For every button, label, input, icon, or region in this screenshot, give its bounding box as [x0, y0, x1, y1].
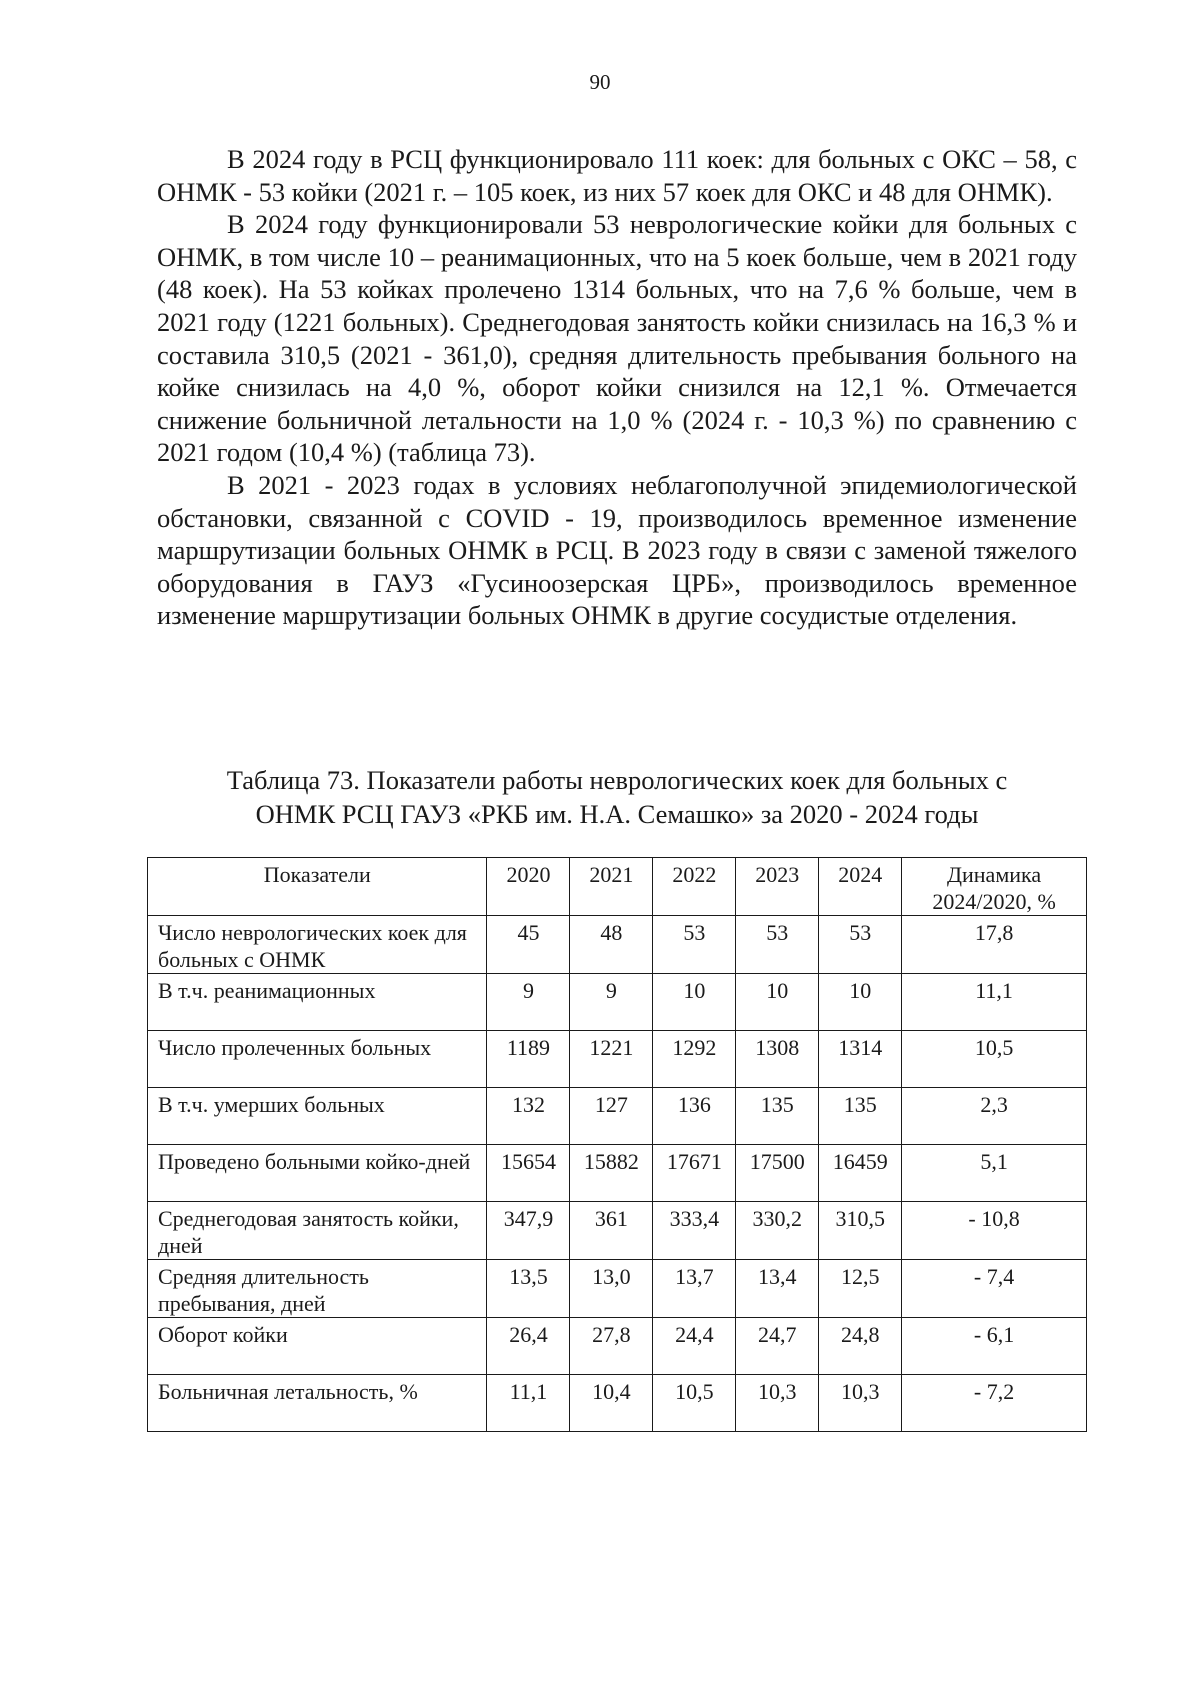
value-cell: 310,5 — [819, 1202, 902, 1260]
value-cell: 1292 — [653, 1031, 736, 1088]
value-cell: 11,1 — [487, 1375, 570, 1432]
value-cell: 330,2 — [736, 1202, 819, 1260]
table-row — [148, 1202, 1087, 1260]
dynamics-cell: 17,8 — [902, 916, 1087, 974]
table-header-row — [148, 858, 1087, 916]
header-dynamics-line: 2024/2020, % — [932, 889, 1056, 914]
row-label: Среднегодовая занятость койки, дней — [148, 1202, 487, 1260]
value-cell: 48 — [570, 916, 653, 974]
table-row — [148, 1031, 1087, 1088]
row-label: Проведено больными койко-дней — [148, 1145, 487, 1202]
header-year: 2021 — [570, 858, 653, 916]
value-cell: 1314 — [819, 1031, 902, 1088]
body-text — [157, 143, 1077, 632]
value-cell: 347,9 — [487, 1202, 570, 1260]
value-cell: 53 — [819, 916, 902, 974]
row-label: Число пролеченных больных — [148, 1031, 487, 1088]
header-indicator: Показатели — [148, 858, 487, 916]
value-cell: 9 — [487, 974, 570, 1031]
value-cell: 361 — [570, 1202, 653, 1260]
header-dynamics-line: Динамика — [947, 862, 1042, 887]
value-cell: 24,7 — [736, 1318, 819, 1375]
table-row — [148, 916, 1087, 974]
header-year: 2022 — [653, 858, 736, 916]
value-cell: 136 — [653, 1088, 736, 1145]
value-cell: 10 — [736, 974, 819, 1031]
value-cell: 9 — [570, 974, 653, 1031]
value-cell: 13,0 — [570, 1260, 653, 1318]
value-cell: 24,8 — [819, 1318, 902, 1375]
table-row — [148, 1260, 1087, 1318]
page-number: 90 — [589, 70, 611, 94]
table-caption-line: ОНМК РСЦ ГАУЗ «РКБ им. Н.А. Семашко» за 2020 - 2024 годы — [255, 799, 979, 829]
dynamics-cell: - 7,4 — [902, 1260, 1087, 1318]
paragraph: В 2021 - 2023 годах в условиях неблагополучной эпидемиологической обстановки, связанной с COVID - 19, производилось временное изменение маршрутизации больных ОНМК в РСЦ. В 2023 году в связи с заменой тяжелого оборудования в ГАУЗ «Гусиноозерская ЦРБ», производилось временное изменение маршрутизации больных ОНМК в другие сосудистые отделения. — [157, 469, 1077, 631]
value-cell: 10,4 — [570, 1375, 653, 1432]
value-cell: 15654 — [487, 1145, 570, 1202]
value-cell: 17671 — [653, 1145, 736, 1202]
paragraph: В 2024 году в РСЦ функционировало 111 коек: для больных с ОКС – 58, с ОНМК - 53 койки (2021 г. – 105 коек, из них 57 коек для ОКС и 48 для ОНМК). — [157, 144, 1077, 207]
table-caption-line: Таблица 73. Показатели работы неврологических коек для больных с — [226, 765, 1008, 795]
value-cell: 13,7 — [653, 1260, 736, 1318]
row-label: Средняя длительность пребывания, дней — [148, 1260, 487, 1318]
value-cell: 10,3 — [736, 1375, 819, 1432]
table-row — [148, 974, 1087, 1031]
table-caption — [157, 763, 1077, 831]
dynamics-cell: - 6,1 — [902, 1318, 1087, 1375]
row-label: Оборот койки — [148, 1318, 487, 1375]
data-table — [147, 857, 1087, 1432]
dynamics-cell: 5,1 — [902, 1145, 1087, 1202]
value-cell: 127 — [570, 1088, 653, 1145]
value-cell: 1308 — [736, 1031, 819, 1088]
value-cell: 132 — [487, 1088, 570, 1145]
table-row — [148, 1318, 1087, 1375]
value-cell: 53 — [653, 916, 736, 974]
header-year: 2024 — [819, 858, 902, 916]
value-cell: 12,5 — [819, 1260, 902, 1318]
value-cell: 26,4 — [487, 1318, 570, 1375]
value-cell: 135 — [736, 1088, 819, 1145]
value-cell: 10,3 — [819, 1375, 902, 1432]
header-dynamics — [902, 858, 1087, 916]
value-cell: 13,4 — [736, 1260, 819, 1318]
value-cell: 333,4 — [653, 1202, 736, 1260]
value-cell: 45 — [487, 916, 570, 974]
value-cell: 10 — [819, 974, 902, 1031]
dynamics-cell: - 7,2 — [902, 1375, 1087, 1432]
value-cell: 13,5 — [487, 1260, 570, 1318]
value-cell: 27,8 — [570, 1318, 653, 1375]
value-cell: 1221 — [570, 1031, 653, 1088]
value-cell: 24,4 — [653, 1318, 736, 1375]
row-label: В т.ч. умерших больных — [148, 1088, 487, 1145]
table-row — [148, 1375, 1087, 1432]
dynamics-cell: - 10,8 — [902, 1202, 1087, 1260]
row-label: Число неврологических коек для больных с ОНМК — [148, 916, 487, 974]
value-cell: 1189 — [487, 1031, 570, 1088]
value-cell: 15882 — [570, 1145, 653, 1202]
value-cell: 16459 — [819, 1145, 902, 1202]
header-year: 2020 — [487, 858, 570, 916]
value-cell: 17500 — [736, 1145, 819, 1202]
table-row — [148, 1145, 1087, 1202]
dynamics-cell: 2,3 — [902, 1088, 1087, 1145]
row-label: В т.ч. реанимационных — [148, 974, 487, 1031]
value-cell: 10,5 — [653, 1375, 736, 1432]
row-label: Больничная летальность, % — [148, 1375, 487, 1432]
value-cell: 53 — [736, 916, 819, 974]
dynamics-cell: 10,5 — [902, 1031, 1087, 1088]
table-row — [148, 1088, 1087, 1145]
dynamics-cell: 11,1 — [902, 974, 1087, 1031]
paragraph: В 2024 году функционировали 53 неврологические койки для больных с ОНМК, в том числе 10 – реанимационных, что на 5 коек больше, чем в 2021 году (48 коек). На 53 койках пролечено 1314 больных, что на 7,6 % больше, чем в 2021 году (1221 больных). Среднегодовая занятость койки снизилась на 16,3 % и составила 310,5 (2021 - 361,0), средняя длительность пребывания больного на койке снизилась на 4,0 %, оборот койки снизился на 12,1 %. Отмечается снижение больничной летальности на 1,0 % (2024 г. - 10,3 %) по сравнению с 2021 годом (10,4 %) (таблица 73). — [157, 209, 1077, 468]
value-cell: 135 — [819, 1088, 902, 1145]
value-cell: 10 — [653, 974, 736, 1031]
header-year: 2023 — [736, 858, 819, 916]
